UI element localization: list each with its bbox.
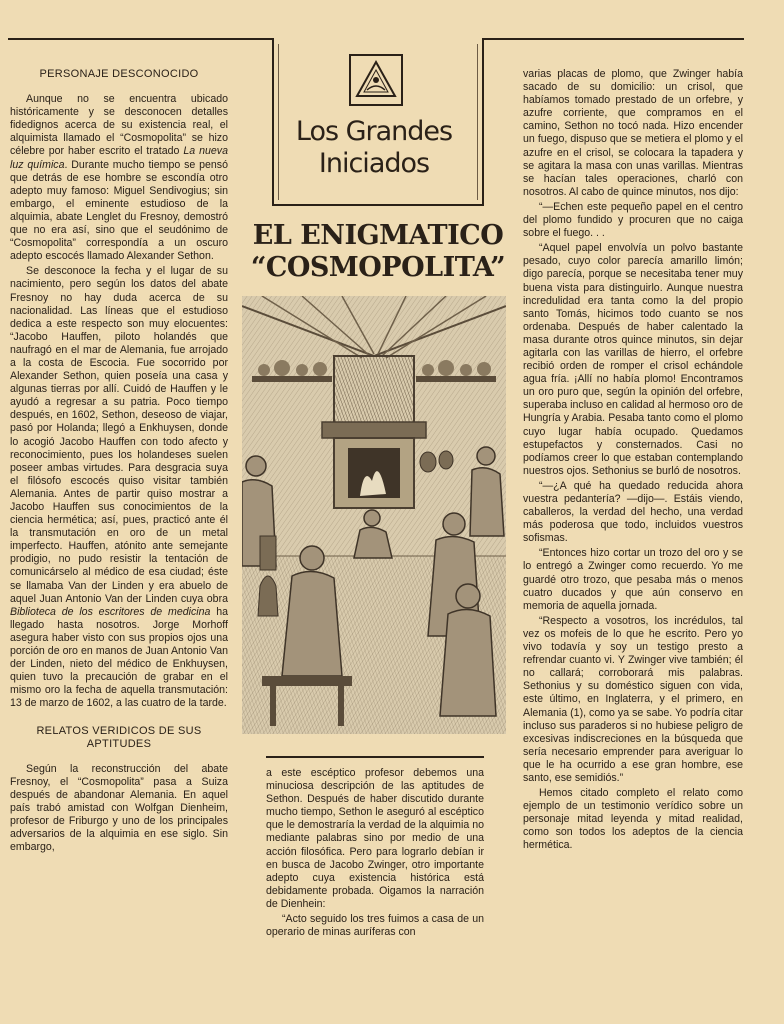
paragraph: “—Echen este pequeño papel en el centro del plomo fundido y procuren que no caiga sobre el fuego. . . <box>523 200 743 240</box>
paragraph: Hemos citado completo el relato como ejemplo de un testimonio verídico sobre un personaje mitad leyenda y mitad realidad, como son todos los adeptos de la ciencia hermética. <box>523 787 743 852</box>
paragraph <box>10 265 228 710</box>
book-title: Biblioteca de los escritores de medicina <box>10 605 211 618</box>
headline-line2: “COSMOPOLITA” <box>250 252 506 283</box>
middle-column <box>266 767 484 941</box>
paragraph: “Respecto a vosotros, los incrédulos, tal vez os mofeis de lo que he escrito. Pero yo vivo todavía y soy un testigo presto a refrendar cuanto vi. Y Zwinger vive también; él no callará; corroborará mis palabras. Sethonius y su doméstico siguen con vida, este último, en Inglaterra, y el primero, en Alemania (1), como ya se sabe. Yo podría citar incluso sus paraderos si no hubiese peligro de excesivas indiscreciones en la búsqueda que sería necesario emprender para averiguar lo que le ha ocurrido a ese gran hombre, ese santo, ese semidiós.” <box>523 614 743 784</box>
frame-top-right <box>482 38 744 40</box>
paragraph-text: ha llegado hasta nosotros. Jorge Morhoff asegura haber visto con sus propios ojos una porción de oro en manos de Juan Antonio Van der Linden, nieto del médico de Enkhuysen, quien tuvo la precaución de grabar en el mismo oro la fecha de aquella transmutación: 13 de marzo de 1602, a las cuatro de la tarde. <box>10 605 228 710</box>
section-title-line2: Iniciados <box>318 148 430 179</box>
section-title-line1: Los Grandes <box>295 116 453 147</box>
left-column <box>10 64 228 856</box>
paragraph: varias placas de plomo, que Zwinger había sacado de su domicilio: un crisol, que habíamos tomado prestado de un orfebre, y azufre corriente, que compramos en el camino, Sethon no tocó nada. Hizo encender un fuego, dispuso que se metiera el plomo y el azufre en el crisol, se colocara la tapadera y se agitara la masa con unas varillas. Mientras se hacían tales operaciones, charló con nosotros. Al cabo de quince minutos, nos dijo: <box>523 68 743 198</box>
book-title: La nueva luz química <box>10 145 228 171</box>
article-headline <box>236 220 520 284</box>
frame-top-left <box>8 38 274 40</box>
frame-right-vertical <box>482 38 484 206</box>
paragraph: “Entonces hizo cortar un trozo del oro y se lo entregó a Zwinger como recuerdo. Yo me guardé otro trozo, que pesaba más o menos cuatro ducados y que aún conservo en memoria de aquella jornada. <box>523 547 743 612</box>
paragraph: a este escéptico profesor debemos una minuciosa descripción de las aptitudes de Sethon. Después de haber discutido durante mucho tiempo, Sethon le aseguró al escéptico que le demostraría la verdad de la alquimia no mediante palabras sino por medio de una acción filosófica. Pero para lograrlo debían ir en busca de Jacobo Zwinger, otro importante adepto cuya existencia histórica está debidamente probada. Oigamos la narración de Dienhein: <box>266 767 484 910</box>
headline-line1: EL ENIGMATICO <box>252 220 504 251</box>
paragraph: “Aquel papel envolvía un polvo bastante pesado, cuyo color parecía amarillo limón; digo parecía, porque se necesitaba tener muy buena vista para distinguirlo. Aunque nuestra incredulidad era tanta como la del propio santo Tomás, hicimos todo cuanto se nos ordenaba. Después de haber calentado la masa durante otros quince minutos, sin dejar agitarla con las varillas de hierro, el orfebre recibió orden de romper el crisol echándole agua fría. ¡Allí no había plomo! Encontramos un oro puro que, según la opinión del orfebre, superaba incluso en calidad al hermoso oro de Hungría y Arabia. Pesaba tanto como el plomo cuyo lugar había ocupado. Quedamos estupefactos y consternados. Casi no podíamos creer lo que estaban contemplando nuestros ojos. Sethonius se burló de nosotros. <box>523 242 743 477</box>
alchemy-engraving-image <box>242 296 506 734</box>
paragraph: Según la reconstrucción del abate Fresnoy, el “Cosmopolita” pasa a Suiza después de abandonar Alemania. En aquel país trabó amistad con Wolfgan Dienheim, profesor de Friburgo y uno de los principales adversarios de la alquimia en ese siglo. Sin embargo, <box>10 762 228 854</box>
paragraph-text: Se desconoce la fecha y el lugar de su nacimiento, pero según los datos del abate Fresnoy no hay duda acerca de su nacionalidad. Las líneas que el estudioso dedica a este respecto son muy elocuentes: “Jacobo Hauffen, piloto holandés que naufragó en el mar de Alemania, fue arrojado a la costa de Escocia. Fue socorrido por Alexander Sethon, quien poseía una casa y algunas tierras por allí. Cuidó de Hauffen y le ayudó a regresar a su patria. Poco tiempo después, en 1602, Sethon, deseoso de viajar, pasó por Holanda; llegó a Enkhuysen, donde lo acogió Jacobo Hauffen con todo afecto y reconocimiento, pues los holandeses suelen poseer ambas virtudes. Para desgracia suya el filósofo escocés quiso visitar también Alemania. Antes de partir quiso mostrar a Jacobo Hauffen sus conocimientos de la ciencia hermética; así, pues, practicó ante él la transmutación en oro de un metal imperfecto. Hauffen, atónito ante semejante prodigio, no pudo resistir la tentación de comunicárselo al médico de esa ciudad; éste se llamaba Van der Linden y era abuelo de aquel Juan Antonio Van der Linden cuya obra <box>10 265 228 605</box>
paragraph: “Acto seguido los tres fuimos a casa de un operario de minas auríferas con <box>266 913 484 939</box>
paragraph <box>10 93 228 263</box>
middle-divider <box>266 756 484 758</box>
section-emblem-icon <box>349 54 403 106</box>
frame-bottom <box>272 204 484 206</box>
paragraph-text: . Durante mucho tiempo se pensó que detrás de ese hombre se escondía otro adepto muy famoso: Miguel Sendivogius; sin embargo, el eminente estudioso de la alquimia, abate Lenglet du Fresnoy, demostró que no era así, sino que el seudónimo de “Cosmopolita” correspondía a un oscuro adepto escocés llamado Alexander Sethon. <box>10 158 228 263</box>
paragraph: “—¿A qué ha quedado reducida ahora vuestra pedantería? —dijo—. Estáis viendo, caballeros, la verdad del hecho, una verdad más poderosa que todo, incluidos vuestros sofismas. <box>523 479 743 545</box>
paragraph-text: Aunque no se encuentra ubicado históricamente y se desconocen detalles fidedignos acerca de su existencia real, el alquimista llamado el “Cosmopolita” se hizo célebre por haber escrito el tratado <box>10 93 228 158</box>
subhead-relatos: RELATOS VERIDICOS DE SUS APTITUDES <box>36 724 202 750</box>
section-title <box>270 116 478 180</box>
subhead-personaje: PERSONAJE DESCONOCIDO <box>39 68 199 80</box>
right-column <box>523 68 743 855</box>
